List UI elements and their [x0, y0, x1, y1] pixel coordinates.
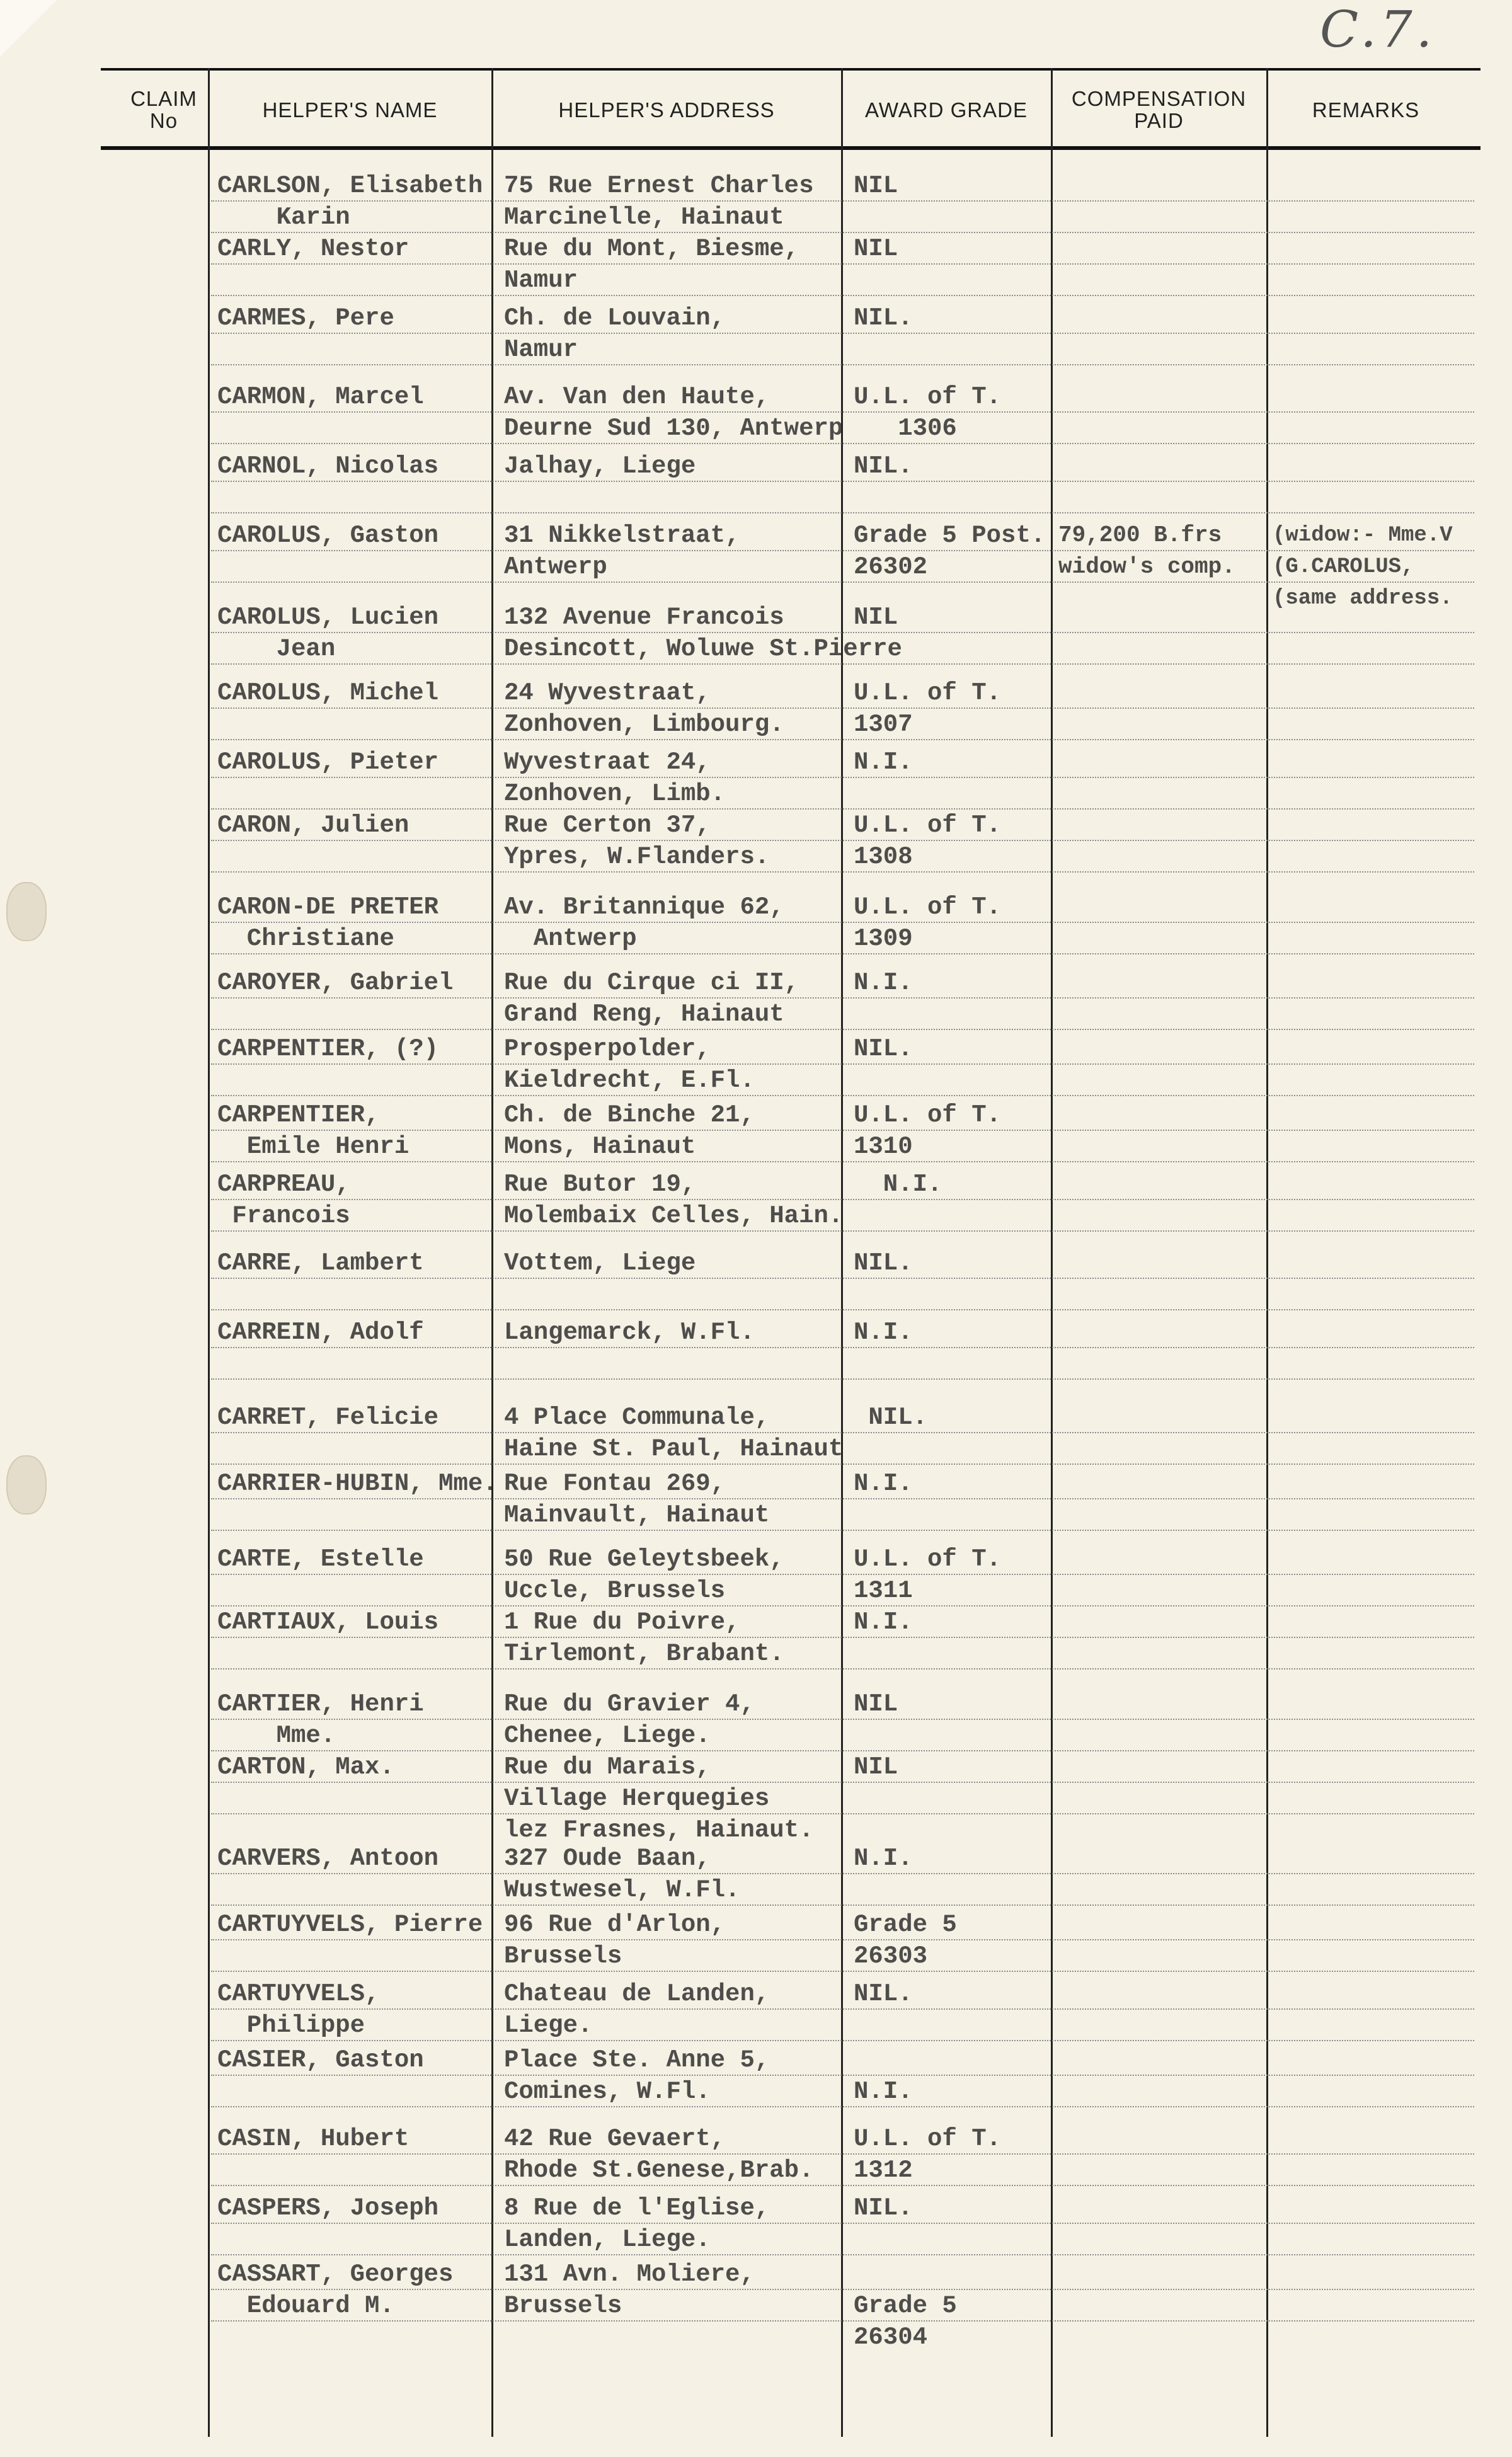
ruling-line — [211, 1230, 1474, 1232]
ruling-line — [211, 2075, 1474, 2076]
helper-name-cell: CARTON, Max. — [217, 1753, 394, 1781]
ruling-line — [211, 1750, 1474, 1751]
helper-name-cell: CARREIN, Adolf — [217, 1319, 424, 1346]
ruling-line — [211, 2289, 1474, 2290]
helper-address-cell: 75 Rue Ernest Charles Marcinelle, Hainaut — [504, 172, 814, 231]
ruling-line — [211, 364, 1474, 365]
ruling-line — [211, 1029, 1474, 1030]
ruling-line — [211, 2153, 1474, 2155]
helper-address-cell: 4 Place Communale, Haine St. Paul, Hainaut — [504, 1404, 844, 1463]
column-divider — [208, 68, 210, 2437]
helper-name-cell: CARRE, Lambert — [217, 1249, 424, 1277]
ruling-line — [211, 953, 1474, 954]
award-grade-cell: N.I. — [854, 748, 913, 776]
header-remarks: REMARKS — [1312, 98, 1420, 122]
helper-address-cell: Langemarck, W.Fl. — [504, 1319, 755, 1346]
helper-name-cell: CARPREAU, Francois — [217, 1171, 350, 1230]
ruling-line — [211, 2106, 1474, 2107]
award-grade-cell: NIL. — [854, 1035, 913, 1063]
helper-address-cell: 8 Rue de l'Eglise, Landen, Liege. — [504, 2194, 770, 2254]
helper-name-cell: CARRIER-HUBIN, Mme. — [217, 1470, 498, 1498]
helper-name-cell: CAROLUS, Michel — [217, 679, 439, 707]
ruling-line — [211, 1574, 1474, 1575]
helper-name-cell: CASPERS, Joseph — [217, 2194, 439, 2222]
helper-name-cell: CARRET, Felicie — [217, 1404, 439, 1431]
helper-name-cell: CAROYER, Gabriel — [217, 969, 454, 997]
helper-address-cell: 42 Rue Gevaert, Rhode St.Genese,Brab. — [504, 2125, 814, 2184]
helper-name-cell: CARTIER, Henri Mme. — [217, 1690, 424, 1750]
award-grade-cell: NIL. — [854, 1404, 928, 1431]
ruling-line — [211, 333, 1474, 334]
punch-hole — [6, 1455, 47, 1515]
award-grade-cell: U.L. of T. 1310 — [854, 1101, 1002, 1160]
helper-address-cell: 31 Nikkelstraat, Antwerp — [504, 522, 740, 581]
award-grade-cell: NIL. — [854, 1249, 913, 1277]
ruling-line — [211, 2320, 1474, 2322]
ruling-line — [211, 997, 1474, 999]
ruling-line — [211, 871, 1474, 873]
award-grade-cell: NIL — [854, 604, 898, 631]
award-grade-cell: U.L. of T. 1306 — [854, 383, 1002, 442]
award-grade-cell: U.L. of T. 1307 — [854, 679, 1002, 738]
award-grade-cell: Grade 5 26304 — [854, 2292, 957, 2351]
award-grade-cell: N.I. — [854, 1171, 942, 1198]
helper-name-cell: CARON, Julien — [217, 811, 410, 839]
helper-address-cell: Ch. de Binche 21, Mons, Hainaut — [504, 1101, 755, 1160]
award-grade-cell: U.L. of T. 1312 — [854, 2125, 1002, 2184]
header-helper-name: HELPER'S NAME — [262, 98, 438, 122]
helper-address-cell: 24 Wyvestraat, Zonhoven, Limbourg. — [504, 679, 784, 738]
helper-name-cell: CARVERS, Antoon — [217, 1845, 439, 1872]
award-grade-cell: N.I. — [854, 969, 913, 997]
ruling-line — [211, 2008, 1474, 2010]
award-grade-cell: N.I. — [854, 1845, 913, 1872]
helper-address-cell: Chateau de Landen, Liege. — [504, 1980, 770, 2039]
header-top-rule — [101, 68, 1480, 71]
ruling-line — [211, 512, 1474, 513]
award-grade-cell: NIL — [854, 1690, 898, 1718]
ruling-line — [211, 1063, 1474, 1065]
helper-name-cell: CARTUYVELS, Philippe — [217, 1980, 380, 2039]
ruling-line — [211, 840, 1474, 841]
folded-corner — [0, 0, 57, 57]
ruling-line — [211, 1347, 1474, 1348]
ruling-line — [211, 1309, 1474, 1310]
compensation-paid-cell: 79,200 B.frs widow's comp. — [1058, 522, 1235, 580]
ruling-line — [211, 1904, 1474, 1906]
ruling-line — [211, 581, 1474, 583]
helper-address-cell: 132 Avenue Francois Desincott, Woluwe St.Pierre — [504, 604, 902, 663]
ruling-line — [211, 1813, 1474, 1814]
header-award-grade: AWARD GRADE — [865, 98, 1028, 122]
ruling-line — [211, 411, 1474, 413]
helper-name-cell: CASIER, Gaston — [217, 2046, 424, 2074]
helper-address-cell: Vottem, Liege — [504, 1249, 696, 1277]
award-grade-cell: Grade 5 26303 — [854, 1911, 957, 1970]
helper-address-cell: 96 Rue d'Arlon, Brussels — [504, 1911, 726, 1970]
helper-address-cell: Rue Fontau 269, Mainvault, Hainaut — [504, 1470, 770, 1529]
helper-name-cell: CARMON, Marcel — [217, 383, 424, 411]
award-grade-cell: NIL. — [854, 2194, 913, 2222]
helper-address-cell: 131 Avn. Moliere, Brussels — [504, 2260, 755, 2320]
helper-address-cell: Av. Van den Haute, Deurne Sud 130, Antwerp — [504, 383, 844, 442]
header-helper-address: HELPER'S ADDRESS — [558, 98, 775, 122]
helper-name-cell: CARLSON, Elisabeth Karin — [217, 172, 483, 231]
ruling-line — [211, 739, 1474, 740]
column-divider — [491, 68, 493, 2437]
award-grade-cell: U.L. of T. 1308 — [854, 811, 1002, 871]
helper-name-cell: CAROLUS, Gaston — [217, 522, 439, 549]
column-divider — [1266, 68, 1268, 2437]
ruling-line — [211, 1378, 1474, 1380]
ruling-line — [211, 2223, 1474, 2224]
ruling-line — [211, 1873, 1474, 1874]
award-grade-cell: U.L. of T. 1311 — [854, 1545, 1002, 1605]
ruling-line — [211, 1939, 1474, 1940]
ruling-line — [211, 1637, 1474, 1638]
ruling-line — [211, 1432, 1474, 1433]
handwritten-reference: C.7. — [1320, 0, 1436, 59]
helper-name-cell: CARON-DE PRETER Christiane — [217, 893, 439, 953]
helper-name-cell: CARNOL, Nicolas — [217, 452, 439, 480]
award-grade-cell: NIL. — [854, 1980, 913, 2008]
award-grade-cell: Grade 5 Post. 26302 — [854, 522, 1046, 581]
ruling-line — [211, 1971, 1474, 1972]
award-grade-cell: N.I. — [854, 2078, 913, 2105]
ruling-line — [211, 777, 1474, 778]
ruling-line — [211, 200, 1474, 202]
ruling-line — [211, 1130, 1474, 1131]
ruling-line — [211, 1161, 1474, 1162]
helper-name-cell: CASSART, Georges Edouard M. — [217, 2260, 454, 2320]
ruling-line — [211, 443, 1474, 444]
helper-name-cell: CARPENTIER, (?) — [217, 1035, 439, 1063]
ruling-line — [211, 481, 1474, 482]
ruling-line — [211, 1278, 1474, 1279]
helper-address-cell: 1 Rue du Poivre, Tirlemont, Brabant. — [504, 1608, 784, 1668]
helper-name-cell: CARLY, Nestor — [217, 235, 410, 263]
ruling-line — [211, 550, 1474, 551]
helper-address-cell: Av. Britannique 62, Antwerp — [504, 893, 784, 953]
helper-address-cell: Rue du Mont, Biesme, Namur — [504, 235, 799, 294]
helper-address-cell: Jalhay, Liege — [504, 452, 696, 480]
helper-name-cell: CAROLUS, Pieter — [217, 748, 439, 776]
award-grade-cell: NIL — [854, 172, 898, 200]
helper-address-cell: Place Ste. Anne 5, Comines, W.Fl. — [504, 2046, 770, 2105]
ruling-line — [211, 2040, 1474, 2041]
award-grade-cell: NIL. — [854, 452, 913, 480]
helper-address-cell: 327 Oude Baan, Wustwesel, W.Fl. — [504, 1845, 740, 1904]
header-bottom-rule — [101, 146, 1480, 150]
helper-address-cell: Prosperpolder, Kieldrecht, E.Fl. — [504, 1035, 755, 1094]
award-grade-cell: N.I. — [854, 1470, 913, 1498]
ruling-line — [211, 1719, 1474, 1720]
helper-address-cell: Rue Certon 37, Ypres, W.Flanders. — [504, 811, 770, 871]
helper-address-cell: Rue du Marais, Village Herquegies lez Frasnes, Hainaut. — [504, 1753, 814, 1844]
helper-name-cell: CARTUYVELS, Pierre — [217, 1911, 483, 1939]
header-compensation-paid: COMPENSATION PAID — [1071, 87, 1247, 132]
ruling-line — [211, 263, 1474, 265]
ruling-line — [211, 1463, 1474, 1465]
helper-address-cell: Wyvestraat 24, Zonhoven, Limb. — [504, 748, 726, 808]
helper-address-cell: 50 Rue Geleytsbeek, Uccle, Brussels — [504, 1545, 784, 1605]
ruling-line — [211, 1498, 1474, 1499]
award-grade-cell: N.I. — [854, 1608, 913, 1636]
ruling-line — [211, 1530, 1474, 1531]
punch-hole — [6, 882, 47, 941]
helper-address-cell: Rue Butor 19, Molembaix Celles, Hain. — [504, 1171, 844, 1230]
award-grade-cell: NIL. — [854, 304, 913, 332]
ruling-line — [211, 707, 1474, 709]
ruling-line — [211, 1782, 1474, 1783]
ruling-line — [211, 922, 1474, 923]
award-grade-cell: NIL — [854, 235, 898, 263]
helper-name-cell: CARTIAUX, Louis — [217, 1608, 439, 1636]
ruling-line — [211, 663, 1474, 665]
award-grade-cell: U.L. of T. 1309 — [854, 893, 1002, 953]
header-claim-no: CLAIM No — [130, 87, 197, 132]
helper-address-cell: Rue du Cirque ci II, Grand Reng, Hainaut — [504, 969, 799, 1028]
helper-name-cell: CASIN, Hubert — [217, 2125, 410, 2153]
helper-name-cell: CARMES, Pere — [217, 304, 394, 332]
helper-name-cell: CARPENTIER, Emile Henri — [217, 1101, 410, 1160]
ruling-line — [211, 2185, 1474, 2186]
ruling-line — [211, 295, 1474, 296]
helper-name-cell: CARTE, Estelle — [217, 1545, 424, 1573]
ruling-line — [211, 1199, 1474, 1200]
ruling-line — [211, 1095, 1474, 1096]
remarks-cell: (widow:- Mme.V (G.CAROLUS, (same address. — [1273, 524, 1453, 610]
helper-address-cell: Ch. de Louvain, Namur — [504, 304, 726, 364]
award-grade-cell: NIL — [854, 1753, 898, 1781]
ruling-line — [211, 2254, 1474, 2255]
helper-address-cell: Rue du Gravier 4, Chenee, Liege. — [504, 1690, 755, 1750]
helper-name-cell: CAROLUS, Lucien Jean — [217, 604, 439, 663]
ruling-line — [211, 1668, 1474, 1670]
ruling-line — [211, 632, 1474, 633]
award-grade-cell: N.I. — [854, 1319, 913, 1346]
column-divider — [1051, 68, 1053, 2437]
